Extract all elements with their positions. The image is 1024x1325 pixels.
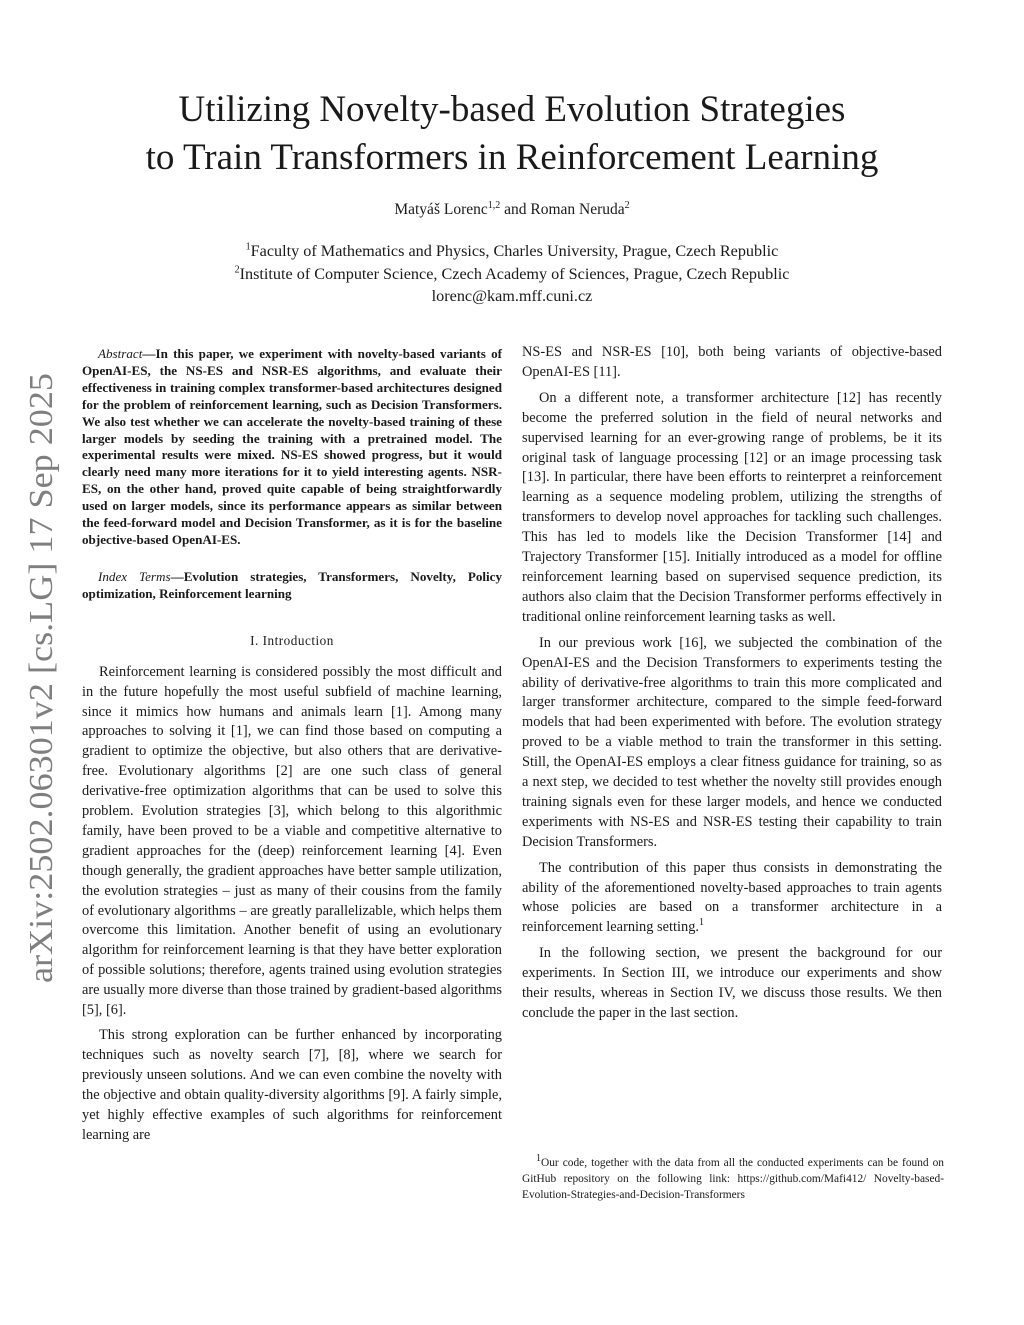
affiliation-2 — [60, 263, 964, 286]
right-paragraph-4: In the following section, we present the background for our experiments. In Section III, we introduce our experiments and show their results, whereas in Section IV, we discuss those results. We then conclude the paper in the last section. — [522, 945, 942, 1021]
footnote-text: Our code, together with the data from all the conducted experiments can be found on GitHub repository on the following link: https://github.com/Mafi412/ Novelty-based-Evolution-Strategies-and-Decision-Transformers — [522, 1157, 944, 1202]
intro-paragraph-1: Reinforcement learning is considered possibly the most difficult and in the future hopefully the most useful subfield of machine learning, since it mimics how humans and animals learn [1]. Among many approaches to solving it [1], we can find those based on computing a gradient to optimize the objective, but also others that are derivative-free. Evolutionary algorithms [2] are one such class of general derivative-free optimization algorithms that can be used to solve this problem. Evolution strategies [3], which belong to this algorithmic family, have been proved to be a viable and competitive alternative to gradient approaches for the (deep) reinforcement learning [4]. Even though generally, the gradient approaches have better sample utilization, the evolution strategies – just as many of their cousins from the family of evolutionary algorithms – are greatly parallelizable, which helps them overcome this limitation. Another benefit of using an evolutionary algorithm for reinforcement learning is that they have better exploration of possible solutions; therefore, agents trained using evolution strategies are usually more diverse than those trained by gradient-based algorithms [5], [6]. — [82, 663, 502, 1019]
section-heading-introduction: I. Introduction — [250, 632, 334, 648]
right-paragraph-3-text: The contribution of this paper thus consists in demonstrating the ability of the aforementioned novelty-based approaches to train agents whose policies are based on a transformer architecture in a reinforcement learning setting. — [522, 859, 942, 936]
affiliations — [60, 240, 964, 308]
affiliation-2-marker: 2 — [234, 264, 240, 276]
index-terms-text: —Evolution strategies, Transformers, Novelty, Policy optimization, Reinforcement learning — [82, 568, 502, 601]
title-line-1: Utilizing Novelty-based Evolution Strategies — [178, 89, 846, 130]
author-list — [60, 201, 964, 219]
author-2: Roman Neruda — [530, 201, 625, 218]
intro-paragraph-2: This strong exploration can be further enhanced by incorporating techniques such as novelty search [7], [8], where we search for previously unseen solutions. And we can even combine the novelty with the objective and obtain quality-diversity algorithms [9]. A fairly simple, yet highly effective examples of such algorithms for reinforcement learning are — [82, 1027, 502, 1143]
abstract-text: —In this paper, we experiment with novelty-based variants of OpenAI-ES, the NS-ES and NSR-ES algorithms, and evaluate their effectiveness in training complex transformer-based architectures designed for the problem of reinforcement learning, such as Decision Transformers. We also test whether we can accelerate the novelty-based training of these larger models by seeding the training with a pretrained model. The experimental results were mixed. NS-ES showed progress, but it would clearly need many more iterations for it to yield interesting agents. NSR-ES, on the other hand, proved quite capable of being straightforwardly used on larger models, since its performance appears as similar between the feed-forward model and Decision Transformer, as it is for the baseline objective-based OpenAI-ES. — [82, 346, 502, 547]
right-paragraph-0: NS-ES and NSR-ES [10], both being variants of objective-based OpenAI-ES [11]. — [522, 344, 942, 380]
paper-title — [60, 86, 964, 182]
arxiv-stamp — [11, 372, 67, 984]
affiliation-1-marker: 1 — [245, 241, 251, 253]
left-column — [82, 346, 502, 1145]
abstract — [82, 346, 502, 549]
footnote-number: 1 — [536, 1153, 541, 1165]
author-1: Matyáš Lorenc — [394, 201, 488, 218]
affiliation-1 — [60, 240, 964, 263]
right-paragraph-3 — [522, 859, 942, 939]
abstract-label: Abstract — [98, 346, 143, 361]
affiliation-2-text: Institute of Computer Science, Czech Academy of Sciences, Prague, Czech Republic — [239, 264, 790, 283]
author-2-affil: 2 — [624, 199, 630, 211]
right-paragraph-1: On a different note, a transformer architecture [12] has recently become the preferred solution in the field of neural networks and supervised learning for an ever-growing range of problems, be it its original task of language processing [12] or an image processing task [13]. In particular, there have been efforts to reinterpret a reinforcement learning as a sequence modeling problem, utilizing the strengths of transformers to develop novel approaches for tackling such challenges. This has led to models like the Decision Transformer [14] and Trajectory Transformer [15]. Initially introduced as a model for offline reinforcement learning based on supervised sequence prediction, its authors also claim that the Decision Transformer performs effectively in traditional online reinforcement learning tasks as well. — [522, 389, 942, 625]
right-paragraph-2: In our previous work [16], we subjected the combination of the OpenAI-ES and the Decision Transformers to experiments testing the ability of derivative-free algorithms to train this more complicated and larger transformer architecture, compared to the simple feed-forward models that had been experimented with before. The evolution strategy proved to be a viable method to train the transformer in this setting. Still, the OpenAI-ES employs a clear fitness guidance for training, so as a next step, we decided to test whether the novelty still provides enough training signals even for these larger models, and hence we conducted experiments with NS-ES and NSR-ES testing their capability to train Decision Transformers. — [522, 634, 942, 850]
footnote — [522, 1155, 944, 1203]
title-line-2: to Train Transformers in Reinforcement Learning — [145, 137, 879, 178]
index-terms-label: Index Terms — [98, 568, 171, 584]
index-terms — [82, 569, 502, 603]
footnote-marker: 1 — [699, 917, 705, 929]
affiliation-1-text: Faculty of Mathematics and Physics, Charles University, Prague, Czech Republic — [250, 242, 779, 260]
footnote-text-block — [522, 1155, 944, 1203]
author-email: lorenc@kam.mff.cuni.cz — [431, 287, 593, 305]
introduction-body — [82, 663, 502, 1146]
arxiv-stamp-text: arXiv:2502.06301v2 [cs.LG] 17 Sep 2025 — [23, 408, 60, 983]
author-1-affil: 1,2 — [487, 199, 501, 211]
author-conjunction: and — [500, 201, 531, 218]
right-column — [522, 343, 942, 1024]
